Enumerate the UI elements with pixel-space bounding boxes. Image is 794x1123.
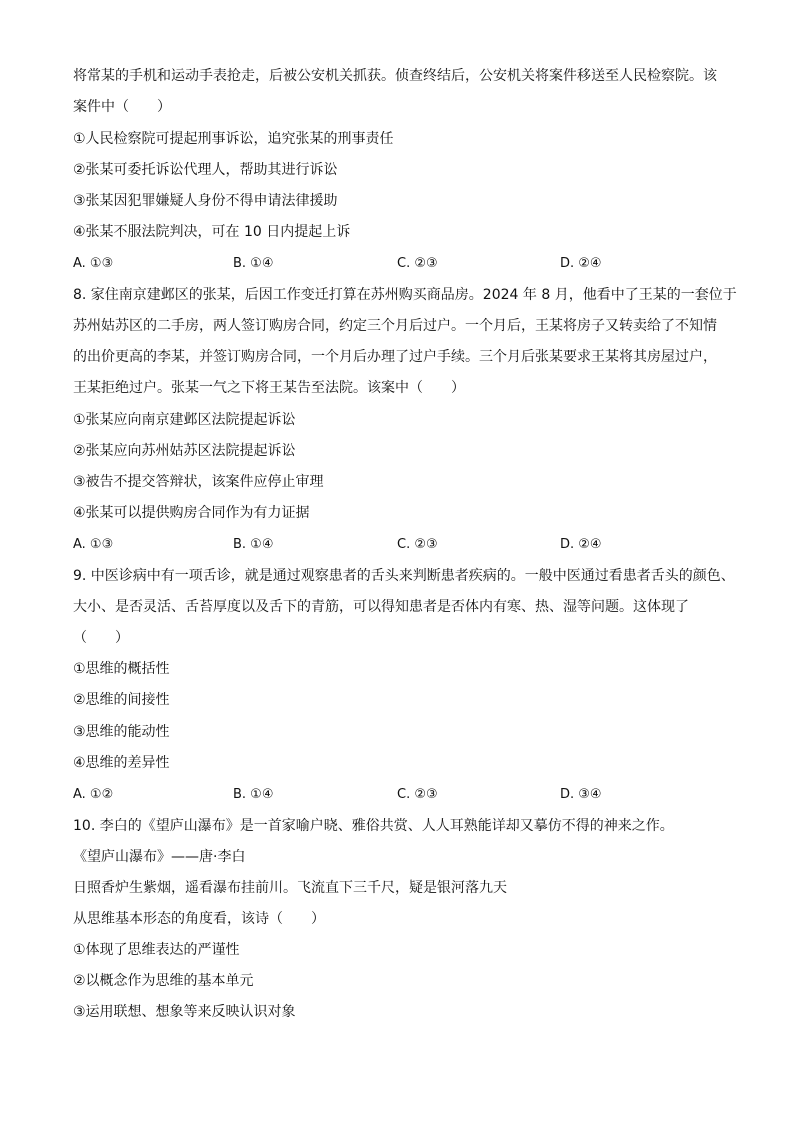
q7-option-a[interactable]: A. ①③	[73, 256, 114, 271]
q10-statement-3: ③运用联想、想象等来反映认识对象	[73, 1004, 296, 1020]
q9-stem-line1: 9. 中医诊病中有一项舌诊，就是通过观察患者的舌头来判断患者疾病的。一般中医通过看患者舌头的颜色、	[73, 568, 735, 584]
q9-option-b[interactable]: B. ①④	[233, 787, 274, 802]
q10-stem-line1: 10. 李白的《望庐山瀑布》是一首家喻户晓、雅俗共赏、人人耳熟能详却又摹仿不得的神来之作。	[73, 818, 674, 834]
q10-statement-2: ②以概念作为思维的基本单元	[73, 973, 254, 989]
q10-question: 从思维基本形态的角度看，该诗（ ）	[73, 911, 325, 927]
q9-option-d[interactable]: D. ③④	[560, 787, 602, 802]
q9-options	[73, 785, 733, 805]
q7-statement-2: ②张某可委托诉讼代理人，帮助其进行诉讼	[73, 162, 338, 178]
q7-stem-line1: 将常某的手机和运动手表抢走，后被公安机关抓获。侦查终结后，公安机关将案件移送至人民检察院。该	[73, 68, 717, 84]
q9-statement-1: ①思维的概括性	[73, 661, 170, 677]
q9-option-c[interactable]: C. ②③	[397, 787, 438, 802]
q7-statement-4: ④张某不服法院判决，可在 10 日内提起上诉	[73, 224, 351, 240]
q7-statement-1: ①人民检察院可提起刑事诉讼，追究张某的刑事责任	[73, 131, 394, 147]
q8-stem-line4: 王某拒绝过户。张某一气之下将王某告至法院。该案中（ ）	[73, 380, 465, 396]
q9-statement-3: ③思维的能动性	[73, 724, 170, 740]
q8-stem-line2: 苏州姑苏区的二手房，两人签订购房合同，约定三个月后过户。一个月后，王某将房子又转卖给了不知情	[73, 318, 717, 334]
q7-option-b[interactable]: B. ①④	[233, 256, 274, 271]
q8-statement-2: ②张某应向苏州姑苏区法院提起诉讼	[73, 443, 296, 459]
q9-statement-4: ④思维的差异性	[73, 755, 170, 771]
q8-options	[73, 535, 733, 555]
q7-stem-line2: 案件中（ ）	[73, 99, 171, 115]
q7-option-c[interactable]: C. ②③	[397, 256, 438, 271]
q10-statement-1: ①体现了思维表达的严谨性	[73, 942, 240, 958]
q8-stem-line1: 8. 家住南京建邺区的张某，后因工作变迁打算在苏州购买商品房。2024 年 8 月，他看中了王某的一套位于	[73, 287, 737, 303]
q9-statement-2: ②思维的间接性	[73, 692, 170, 708]
q8-statement-4: ④张某可以提供购房合同作为有力证据	[73, 505, 310, 521]
q7-options	[73, 254, 733, 274]
q9-option-a[interactable]: A. ①②	[73, 787, 114, 802]
q10-poem-text: 日照香炉生紫烟，遥看瀑布挂前川。飞流直下三千尺，疑是银河落九天	[73, 880, 507, 896]
q7-statement-3: ③张某因犯罪嫌疑人身份不得申请法律援助	[73, 193, 338, 209]
q9-stem-line2: 大小、是否灵活、舌苔厚度以及舌下的青筋，可以得知患者是否体内有寒、热、湿等问题。这体现了	[73, 599, 689, 615]
q8-stem-line3: 的出价更高的李某，并签订购房合同，一个月后办理了过户手续。三个月后张某要求王某将其房屋过户，	[73, 349, 717, 365]
q8-option-d[interactable]: D. ②④	[560, 537, 602, 552]
q9-stem-line3: （ ）	[73, 630, 129, 646]
q10-poem-title: 《望庐山瀑布》——唐·李白	[73, 849, 246, 865]
q8-option-b[interactable]: B. ①④	[233, 537, 274, 552]
q8-option-a[interactable]: A. ①③	[73, 537, 114, 552]
q8-statement-1: ①张某应向南京建邺区法院提起诉讼	[73, 412, 296, 428]
q8-option-c[interactable]: C. ②③	[397, 537, 438, 552]
q8-statement-3: ③被告不提交答辩状，该案件应停止审理	[73, 474, 324, 490]
q7-option-d[interactable]: D. ②④	[560, 256, 602, 271]
